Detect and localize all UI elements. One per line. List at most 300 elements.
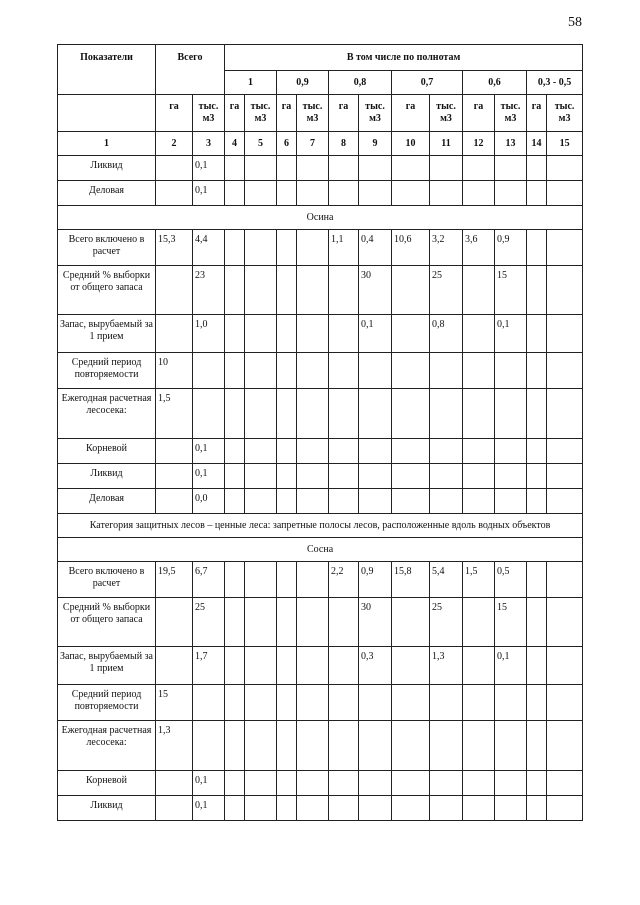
table-cell bbox=[547, 685, 583, 721]
table-cell bbox=[430, 721, 463, 771]
table-cell bbox=[527, 796, 547, 821]
table-cell bbox=[329, 721, 359, 771]
table-cell bbox=[527, 230, 547, 266]
table-cell bbox=[463, 389, 495, 439]
table-row bbox=[58, 464, 583, 489]
unit-m3: тыс. м3 bbox=[297, 95, 329, 132]
table-cell bbox=[277, 721, 297, 771]
table-cell: 15,8 bbox=[392, 562, 430, 598]
unit-m3: тыс. м3 bbox=[193, 95, 225, 132]
table-cell bbox=[329, 796, 359, 821]
table-cell bbox=[156, 181, 193, 206]
table-cell bbox=[547, 156, 583, 181]
table-cell bbox=[277, 598, 297, 647]
table-cell bbox=[156, 315, 193, 353]
table-cell bbox=[245, 721, 277, 771]
table-cell bbox=[527, 721, 547, 771]
table-cell bbox=[527, 266, 547, 315]
table-cell: 0,9 bbox=[495, 230, 527, 266]
table-cell bbox=[547, 489, 583, 514]
table-cell bbox=[225, 685, 245, 721]
density-08: 0,8 bbox=[329, 71, 392, 95]
table-cell: 0,1 bbox=[495, 647, 527, 685]
table-cell bbox=[495, 156, 527, 181]
table-cell bbox=[277, 647, 297, 685]
table-cell bbox=[245, 439, 277, 464]
table-cell bbox=[430, 796, 463, 821]
table-row bbox=[58, 489, 583, 514]
table-cell: 6,7 bbox=[193, 562, 225, 598]
table-cell bbox=[495, 771, 527, 796]
table-cell: 0,1 bbox=[359, 315, 392, 353]
table-cell bbox=[547, 771, 583, 796]
table-cell bbox=[277, 464, 297, 489]
column-number-row bbox=[58, 132, 583, 156]
section-title: Осина bbox=[58, 206, 583, 230]
table-cell bbox=[547, 647, 583, 685]
unit-m3: тыс. м3 bbox=[547, 95, 583, 132]
table-cell bbox=[359, 464, 392, 489]
row-label: Корневой bbox=[58, 439, 156, 464]
table-cell bbox=[297, 796, 329, 821]
table-cell bbox=[359, 489, 392, 514]
table-cell: 0,1 bbox=[193, 796, 225, 821]
table-cell bbox=[392, 464, 430, 489]
table-cell bbox=[245, 315, 277, 353]
table-cell bbox=[392, 315, 430, 353]
table-cell bbox=[463, 353, 495, 389]
table-cell: 4,4 bbox=[193, 230, 225, 266]
table-head bbox=[58, 45, 583, 156]
header-total: Всего bbox=[156, 45, 225, 95]
table-cell bbox=[297, 156, 329, 181]
table-cell bbox=[527, 156, 547, 181]
table-cell bbox=[547, 464, 583, 489]
table-cell bbox=[245, 647, 277, 685]
table-cell bbox=[359, 353, 392, 389]
table-cell: 0,1 bbox=[193, 181, 225, 206]
unit-ha: га bbox=[156, 95, 193, 132]
table-cell bbox=[245, 489, 277, 514]
table-cell bbox=[245, 266, 277, 315]
table-cell bbox=[463, 266, 495, 315]
table-cell bbox=[297, 489, 329, 514]
table-cell bbox=[547, 721, 583, 771]
table-cell bbox=[225, 598, 245, 647]
table-cell: 0,0 bbox=[193, 489, 225, 514]
table-cell: 0,9 bbox=[359, 562, 392, 598]
table-cell bbox=[277, 796, 297, 821]
table-cell bbox=[225, 266, 245, 315]
table-cell bbox=[463, 721, 495, 771]
table-cell bbox=[156, 266, 193, 315]
table-cell bbox=[329, 315, 359, 353]
table-cell bbox=[225, 156, 245, 181]
table-cell bbox=[156, 439, 193, 464]
section-title: Сосна bbox=[58, 538, 583, 562]
table-cell: 0,1 bbox=[193, 439, 225, 464]
col-number: 7 bbox=[297, 132, 329, 156]
header-by-density: В том числе по полнотам bbox=[225, 45, 583, 71]
table-cell bbox=[359, 721, 392, 771]
table-cell bbox=[225, 796, 245, 821]
table-cell: 0,1 bbox=[193, 156, 225, 181]
table-row bbox=[58, 647, 583, 685]
table-cell bbox=[225, 181, 245, 206]
table-cell bbox=[277, 562, 297, 598]
col-number: 1 bbox=[58, 132, 156, 156]
table-cell bbox=[547, 598, 583, 647]
table-cell bbox=[430, 181, 463, 206]
table-cell bbox=[463, 685, 495, 721]
row-label: Всего включено в расчет bbox=[58, 230, 156, 266]
table-cell: 0,8 bbox=[430, 315, 463, 353]
table-cell bbox=[430, 489, 463, 514]
table-cell bbox=[245, 464, 277, 489]
table-cell bbox=[245, 796, 277, 821]
row-label: Ликвид bbox=[58, 796, 156, 821]
table-cell bbox=[277, 156, 297, 181]
row-label: Запас, вырубаемый за 1 прием bbox=[58, 315, 156, 353]
table-cell bbox=[527, 489, 547, 514]
table-cell bbox=[392, 771, 430, 796]
table-cell bbox=[527, 598, 547, 647]
table-cell bbox=[245, 771, 277, 796]
table-cell bbox=[463, 796, 495, 821]
table-body bbox=[58, 156, 583, 821]
table-cell bbox=[392, 647, 430, 685]
table-cell bbox=[329, 389, 359, 439]
header-indicators: Показатели bbox=[58, 45, 156, 95]
table-cell bbox=[495, 181, 527, 206]
table-cell: 23 bbox=[193, 266, 225, 315]
table-cell bbox=[463, 647, 495, 685]
unit-m3: тыс. м3 bbox=[430, 95, 463, 132]
table-row bbox=[58, 771, 583, 796]
table-cell bbox=[547, 562, 583, 598]
unit-ha: га bbox=[329, 95, 359, 132]
table-cell: 15 bbox=[495, 266, 527, 315]
table-cell: 3,2 bbox=[430, 230, 463, 266]
table-cell bbox=[225, 464, 245, 489]
table-cell bbox=[297, 598, 329, 647]
table-cell bbox=[193, 353, 225, 389]
col-number: 11 bbox=[430, 132, 463, 156]
table-cell bbox=[392, 721, 430, 771]
table-cell: 0,3 bbox=[359, 647, 392, 685]
col-number: 12 bbox=[463, 132, 495, 156]
table-cell: 30 bbox=[359, 598, 392, 647]
table-cell bbox=[277, 230, 297, 266]
table-cell: 10 bbox=[156, 353, 193, 389]
table-cell bbox=[297, 266, 329, 315]
table-cell bbox=[359, 796, 392, 821]
table-cell bbox=[225, 489, 245, 514]
table-cell bbox=[547, 389, 583, 439]
table-cell bbox=[495, 721, 527, 771]
row-label: Деловая bbox=[58, 181, 156, 206]
table-cell bbox=[547, 315, 583, 353]
col-number: 10 bbox=[392, 132, 430, 156]
table-cell bbox=[392, 685, 430, 721]
table-cell bbox=[277, 389, 297, 439]
table-row bbox=[58, 230, 583, 266]
table-cell bbox=[225, 389, 245, 439]
table-cell bbox=[392, 439, 430, 464]
table-cell bbox=[277, 439, 297, 464]
table-cell bbox=[225, 721, 245, 771]
table-cell bbox=[527, 647, 547, 685]
table-cell bbox=[463, 156, 495, 181]
table-cell bbox=[359, 685, 392, 721]
table-cell bbox=[392, 181, 430, 206]
unit-m3: тыс. м3 bbox=[245, 95, 277, 132]
table-row bbox=[58, 389, 583, 439]
table-cell bbox=[245, 598, 277, 647]
table-cell bbox=[392, 389, 430, 439]
table-cell bbox=[547, 353, 583, 389]
table-cell bbox=[329, 489, 359, 514]
table-cell bbox=[495, 439, 527, 464]
table-cell bbox=[225, 439, 245, 464]
table-cell bbox=[225, 353, 245, 389]
table-cell bbox=[547, 266, 583, 315]
density-07: 0,7 bbox=[392, 71, 463, 95]
col-number: 15 bbox=[547, 132, 583, 156]
col-number: 2 bbox=[156, 132, 193, 156]
table-row bbox=[58, 266, 583, 315]
row-label: Ликвид bbox=[58, 464, 156, 489]
table-cell: 15,3 bbox=[156, 230, 193, 266]
table-cell bbox=[495, 464, 527, 489]
table-cell bbox=[430, 156, 463, 181]
table-cell bbox=[329, 647, 359, 685]
table-cell bbox=[463, 598, 495, 647]
table-cell bbox=[359, 439, 392, 464]
table-cell: 25 bbox=[193, 598, 225, 647]
table-cell: 10,6 bbox=[392, 230, 430, 266]
table-cell: 5,4 bbox=[430, 562, 463, 598]
table-cell bbox=[156, 771, 193, 796]
table-cell bbox=[430, 685, 463, 721]
table-cell bbox=[430, 771, 463, 796]
table-cell bbox=[527, 353, 547, 389]
table-cell: 0,5 bbox=[495, 562, 527, 598]
density-06: 0,6 bbox=[463, 71, 527, 95]
unit-ha: га bbox=[527, 95, 547, 132]
table-cell bbox=[297, 439, 329, 464]
table-cell: 0,1 bbox=[495, 315, 527, 353]
table-cell: 0,1 bbox=[193, 771, 225, 796]
row-label: Средний период повторяемости bbox=[58, 353, 156, 389]
table-cell bbox=[297, 353, 329, 389]
col-number: 6 bbox=[277, 132, 297, 156]
table-cell bbox=[297, 389, 329, 439]
table-cell: 1,0 bbox=[193, 315, 225, 353]
table-cell bbox=[430, 439, 463, 464]
table-cell bbox=[225, 647, 245, 685]
table-cell: 19,5 bbox=[156, 562, 193, 598]
unit-m3: тыс. м3 bbox=[359, 95, 392, 132]
table-cell bbox=[297, 721, 329, 771]
table-cell bbox=[359, 156, 392, 181]
table-cell bbox=[495, 389, 527, 439]
row-label: Средний % выборки от общего запаса bbox=[58, 266, 156, 315]
table-cell bbox=[277, 353, 297, 389]
table-cell bbox=[297, 562, 329, 598]
section-title-row bbox=[58, 206, 583, 230]
table-cell bbox=[463, 464, 495, 489]
table-cell bbox=[329, 181, 359, 206]
unit-ha: га bbox=[277, 95, 297, 132]
table-cell bbox=[156, 464, 193, 489]
section-title-row bbox=[58, 538, 583, 562]
table-cell bbox=[392, 266, 430, 315]
table-cell: 1,7 bbox=[193, 647, 225, 685]
table-cell bbox=[297, 647, 329, 685]
table-row bbox=[58, 181, 583, 206]
table-cell bbox=[156, 598, 193, 647]
table-row bbox=[58, 598, 583, 647]
table-cell bbox=[527, 315, 547, 353]
row-label: Средний % выборки от общего запаса bbox=[58, 598, 156, 647]
section-title: Категория защитных лесов – ценные леса: запретные полосы лесов, расположенные вдоль водных объектов bbox=[58, 514, 583, 538]
table-cell bbox=[193, 721, 225, 771]
table-cell: 1,1 bbox=[329, 230, 359, 266]
table-cell bbox=[463, 771, 495, 796]
table-cell bbox=[463, 181, 495, 206]
table-cell bbox=[392, 156, 430, 181]
row-label: Запас, вырубаемый за 1 прием bbox=[58, 647, 156, 685]
table-cell bbox=[225, 315, 245, 353]
table-cell bbox=[527, 181, 547, 206]
density-03-05: 0,3 - 0,5 bbox=[527, 71, 583, 95]
table-cell: 25 bbox=[430, 598, 463, 647]
table-cell bbox=[156, 647, 193, 685]
table-cell bbox=[329, 598, 359, 647]
table-cell bbox=[245, 230, 277, 266]
table-cell bbox=[225, 771, 245, 796]
table-cell bbox=[225, 230, 245, 266]
col-number: 13 bbox=[495, 132, 527, 156]
table-cell: 0,4 bbox=[359, 230, 392, 266]
table-cell bbox=[527, 685, 547, 721]
table-cell bbox=[245, 685, 277, 721]
table-cell bbox=[495, 489, 527, 514]
row-label: Ликвид bbox=[58, 156, 156, 181]
table-cell bbox=[329, 685, 359, 721]
table-cell bbox=[430, 464, 463, 489]
table-cell bbox=[547, 181, 583, 206]
table-cell bbox=[245, 353, 277, 389]
table-cell bbox=[547, 230, 583, 266]
row-label: Средний период повторяемости bbox=[58, 685, 156, 721]
table-cell: 15 bbox=[495, 598, 527, 647]
table-cell bbox=[430, 353, 463, 389]
forest-table bbox=[57, 44, 583, 821]
table-cell bbox=[156, 489, 193, 514]
table-cell bbox=[329, 439, 359, 464]
table-cell bbox=[297, 685, 329, 721]
table-cell bbox=[277, 181, 297, 206]
table-cell bbox=[297, 181, 329, 206]
table-cell bbox=[359, 771, 392, 796]
table-cell: 1,3 bbox=[430, 647, 463, 685]
col-number: 8 bbox=[329, 132, 359, 156]
table-cell bbox=[245, 156, 277, 181]
table-row bbox=[58, 721, 583, 771]
table-cell bbox=[527, 771, 547, 796]
table-cell: 2,2 bbox=[329, 562, 359, 598]
table-cell bbox=[245, 389, 277, 439]
table-cell bbox=[156, 156, 193, 181]
row-label: Всего включено в расчет bbox=[58, 562, 156, 598]
table-cell bbox=[329, 464, 359, 489]
table-cell bbox=[329, 156, 359, 181]
table-cell: 15 bbox=[156, 685, 193, 721]
row-label: Ежегодная расчетная лесосека: bbox=[58, 721, 156, 771]
table-row bbox=[58, 796, 583, 821]
table-cell bbox=[329, 353, 359, 389]
col-number: 9 bbox=[359, 132, 392, 156]
row-label: Корневой bbox=[58, 771, 156, 796]
unit-ha: га bbox=[392, 95, 430, 132]
page-number: 58 bbox=[568, 15, 582, 30]
table-cell bbox=[495, 796, 527, 821]
table-cell bbox=[245, 562, 277, 598]
table-cell bbox=[392, 489, 430, 514]
table-cell bbox=[392, 598, 430, 647]
table-cell bbox=[277, 315, 297, 353]
table-cell bbox=[193, 389, 225, 439]
table-cell bbox=[277, 266, 297, 315]
table-row bbox=[58, 562, 583, 598]
col-number: 5 bbox=[245, 132, 277, 156]
table-cell bbox=[277, 685, 297, 721]
table-row bbox=[58, 353, 583, 389]
table-cell bbox=[392, 796, 430, 821]
unit-ha: га bbox=[463, 95, 495, 132]
table-container bbox=[57, 44, 582, 821]
table-cell bbox=[359, 181, 392, 206]
row-label: Деловая bbox=[58, 489, 156, 514]
table-cell: 1,5 bbox=[463, 562, 495, 598]
table-row bbox=[58, 685, 583, 721]
table-cell bbox=[297, 230, 329, 266]
table-cell bbox=[547, 796, 583, 821]
table-cell bbox=[392, 353, 430, 389]
table-cell: 3,6 bbox=[463, 230, 495, 266]
section-title-row bbox=[58, 514, 583, 538]
table-row bbox=[58, 156, 583, 181]
table-cell bbox=[297, 771, 329, 796]
table-cell: 1,5 bbox=[156, 389, 193, 439]
table-cell bbox=[297, 315, 329, 353]
table-cell bbox=[225, 562, 245, 598]
table-cell: 25 bbox=[430, 266, 463, 315]
table-cell bbox=[527, 389, 547, 439]
table-cell bbox=[527, 439, 547, 464]
table-cell bbox=[495, 353, 527, 389]
col-number: 4 bbox=[225, 132, 245, 156]
table-cell bbox=[430, 389, 463, 439]
density-1: 1 bbox=[225, 71, 277, 95]
table-cell: 0,1 bbox=[193, 464, 225, 489]
table-cell bbox=[527, 464, 547, 489]
table-row bbox=[58, 315, 583, 353]
table-cell bbox=[193, 685, 225, 721]
table-cell bbox=[495, 685, 527, 721]
